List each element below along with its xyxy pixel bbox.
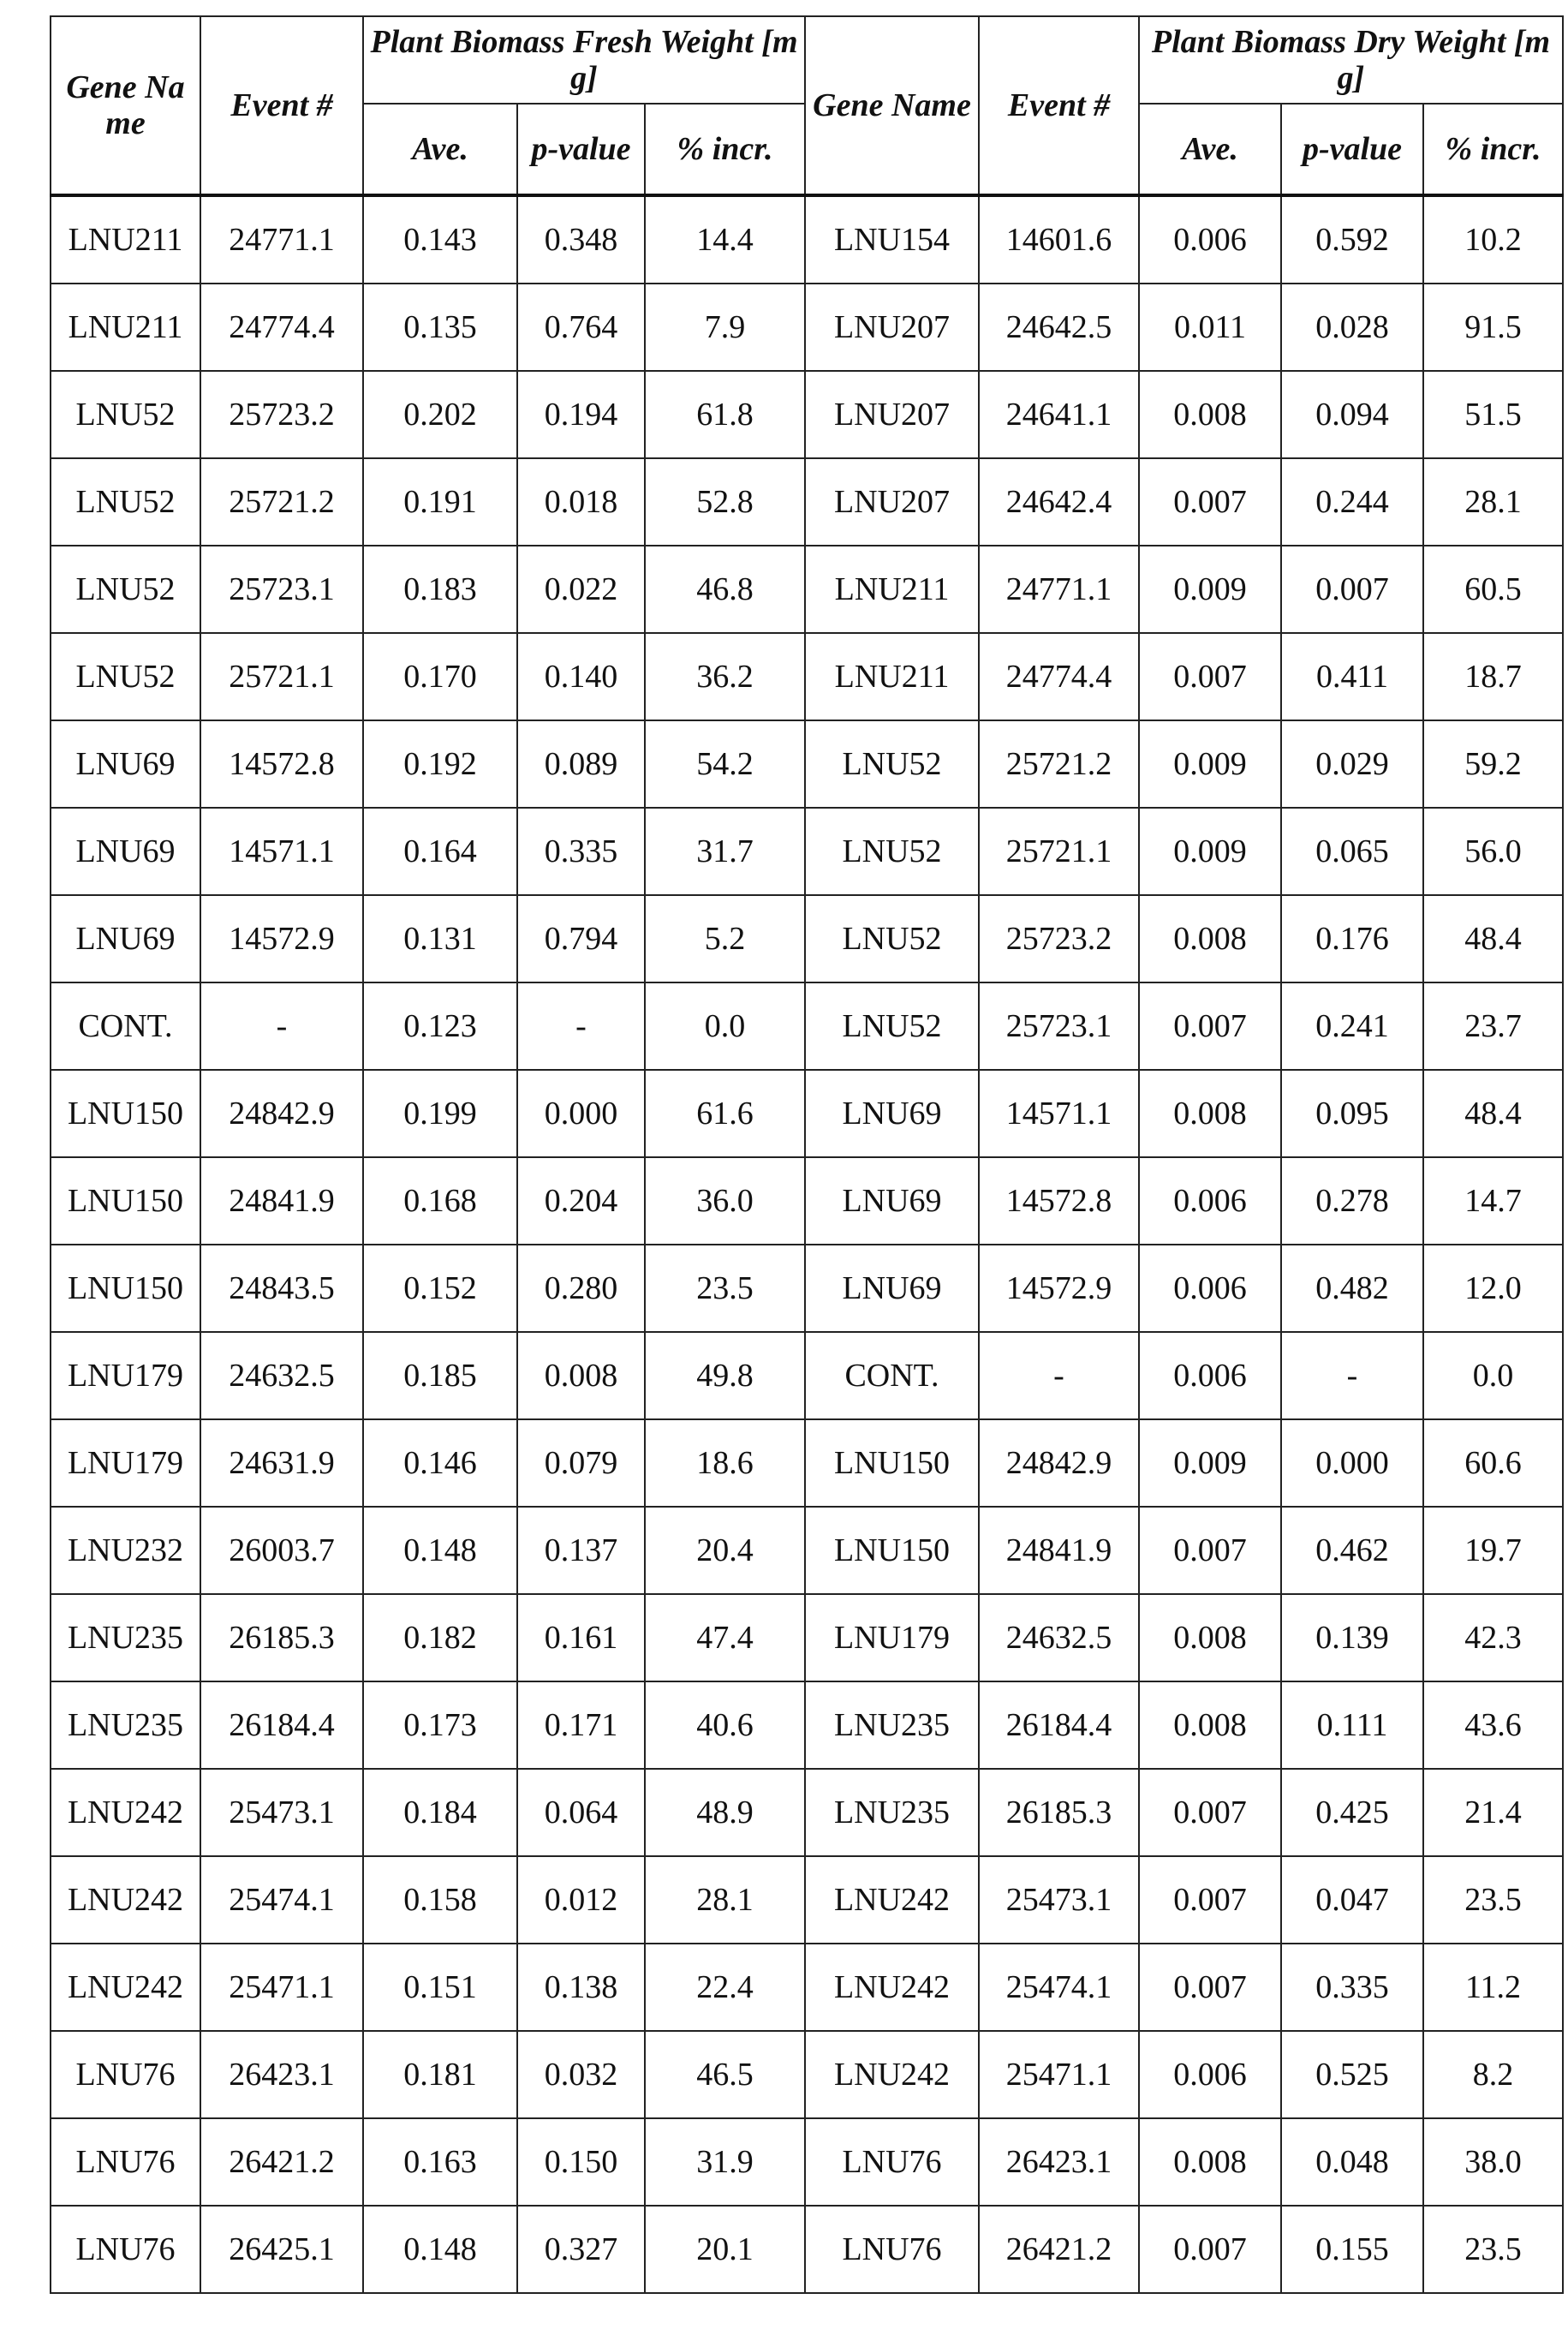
cell-dry-incr: 23.5 (1423, 1856, 1563, 1944)
cell-fresh-incr: 23.5 (645, 1245, 805, 1332)
cell-dry-p-value: 0.244 (1281, 458, 1423, 546)
cell-dry-ave: 0.007 (1139, 2206, 1281, 2293)
cell-dry-incr: 43.6 (1423, 1681, 1563, 1769)
table-row (51, 720, 1563, 808)
cell-event: 26185.3 (200, 1594, 363, 1681)
cell-dry-incr: 14.7 (1423, 1157, 1563, 1245)
cell-gene-name: LNU150 (51, 1245, 200, 1332)
table-row (51, 458, 1563, 546)
cell-gene-name: LNU242 (51, 1769, 200, 1856)
cell-dry-ave: 0.008 (1139, 371, 1281, 458)
cell-fresh-incr: 31.7 (645, 808, 805, 895)
cell-fresh-ave: 0.168 (363, 1157, 517, 1245)
cell-event-2: 14571.1 (979, 1070, 1139, 1157)
cell-gene-name: LNU235 (51, 1681, 200, 1769)
cell-gene-name-2: LNU52 (805, 895, 979, 982)
cell-fresh-incr: 5.2 (645, 895, 805, 982)
cell-dry-ave: 0.006 (1139, 1157, 1281, 1245)
cell-fresh-p-value: 0.335 (517, 808, 645, 895)
cell-fresh-ave: 0.151 (363, 1944, 517, 2031)
cell-event-2: 25721.2 (979, 720, 1139, 808)
cell-fresh-ave: 0.192 (363, 720, 517, 808)
cell-dry-p-value: 0.176 (1281, 895, 1423, 982)
cell-gene-name-2: LNU52 (805, 808, 979, 895)
cell-dry-incr: 8.2 (1423, 2031, 1563, 2118)
table-row (51, 1245, 1563, 1332)
cell-dry-ave: 0.007 (1139, 458, 1281, 546)
cell-event: 26423.1 (200, 2031, 363, 2118)
cell-event-2: 24642.4 (979, 458, 1139, 546)
cell-event-2: 24771.1 (979, 546, 1139, 633)
cell-dry-p-value: 0.029 (1281, 720, 1423, 808)
header-dry-weight: Plant Biomass Dry Weight [mg] (1139, 16, 1563, 104)
cell-event: 26003.7 (200, 1507, 363, 1594)
cell-dry-ave: 0.008 (1139, 1594, 1281, 1681)
cell-fresh-incr: 47.4 (645, 1594, 805, 1681)
cell-dry-ave: 0.009 (1139, 720, 1281, 808)
cell-gene-name: LNU52 (51, 458, 200, 546)
cell-fresh-ave: 0.143 (363, 195, 517, 284)
cell-gene-name: LNU69 (51, 720, 200, 808)
cell-dry-p-value: 0.007 (1281, 546, 1423, 633)
header-fresh-weight: Plant Biomass Fresh Weight [mg] (363, 16, 805, 104)
cell-dry-ave: 0.007 (1139, 982, 1281, 1070)
cell-event-2: 25723.1 (979, 982, 1139, 1070)
cell-event-2: 25723.2 (979, 895, 1139, 982)
cell-fresh-p-value: 0.764 (517, 284, 645, 371)
cell-fresh-p-value: 0.280 (517, 1245, 645, 1332)
cell-dry-ave: 0.006 (1139, 1245, 1281, 1332)
table-row (51, 371, 1563, 458)
cell-dry-p-value: 0.278 (1281, 1157, 1423, 1245)
table-row (51, 2206, 1563, 2293)
cell-event-2: 26423.1 (979, 2118, 1139, 2206)
cell-event: 14571.1 (200, 808, 363, 895)
table-row (51, 1419, 1563, 1507)
cell-event: 26425.1 (200, 2206, 363, 2293)
cell-event-2: 26184.4 (979, 1681, 1139, 1769)
cell-dry-incr: 10.2 (1423, 195, 1563, 284)
cell-event: 25723.2 (200, 371, 363, 458)
cell-fresh-incr: 48.9 (645, 1769, 805, 1856)
cell-gene-name-2: LNU235 (805, 1769, 979, 1856)
header-ave: Ave. (363, 104, 517, 195)
cell-dry-ave: 0.007 (1139, 1856, 1281, 1944)
cell-gene-name-2: LNU52 (805, 982, 979, 1070)
cell-gene-name-2: LNU242 (805, 2031, 979, 2118)
cell-event: 14572.8 (200, 720, 363, 808)
cell-dry-ave: 0.008 (1139, 895, 1281, 982)
table-row (51, 633, 1563, 720)
cell-dry-ave: 0.008 (1139, 2118, 1281, 2206)
cell-fresh-incr: 54.2 (645, 720, 805, 808)
cell-fresh-p-value: 0.204 (517, 1157, 645, 1245)
cell-event-2: 26421.2 (979, 2206, 1139, 2293)
cell-dry-incr: 56.0 (1423, 808, 1563, 895)
cell-event: 24843.5 (200, 1245, 363, 1332)
cell-dry-incr: 11.2 (1423, 1944, 1563, 2031)
cell-event-2: 14601.6 (979, 195, 1139, 284)
header-gene-name-2: Gene Name (805, 16, 979, 195)
cell-fresh-incr: 14.4 (645, 195, 805, 284)
cell-fresh-ave: 0.202 (363, 371, 517, 458)
cell-gene-name: LNU76 (51, 2031, 200, 2118)
cell-fresh-ave: 0.163 (363, 2118, 517, 2206)
cell-dry-incr: 91.5 (1423, 284, 1563, 371)
cell-fresh-p-value: - (517, 982, 645, 1070)
cell-fresh-incr: 0.0 (645, 982, 805, 1070)
cell-dry-p-value: 0.111 (1281, 1681, 1423, 1769)
cell-fresh-ave: 0.170 (363, 633, 517, 720)
cell-event: 25723.1 (200, 546, 363, 633)
cell-event-2: 24642.5 (979, 284, 1139, 371)
cell-dry-p-value: 0.482 (1281, 1245, 1423, 1332)
cell-gene-name: LNU211 (51, 284, 200, 371)
cell-event: 25474.1 (200, 1856, 363, 1944)
cell-dry-ave: 0.009 (1139, 1419, 1281, 1507)
cell-event: 25473.1 (200, 1769, 363, 1856)
cell-fresh-ave: 0.148 (363, 1507, 517, 1594)
cell-dry-ave: 0.007 (1139, 1507, 1281, 1594)
cell-event-2: 26185.3 (979, 1769, 1139, 1856)
cell-gene-name: LNU211 (51, 195, 200, 284)
cell-dry-ave: 0.006 (1139, 195, 1281, 284)
cell-event: 24842.9 (200, 1070, 363, 1157)
cell-gene-name-2: LNU207 (805, 458, 979, 546)
cell-fresh-ave: 0.173 (363, 1681, 517, 1769)
cell-event-2: 25471.1 (979, 2031, 1139, 2118)
cell-dry-p-value: 0.425 (1281, 1769, 1423, 1856)
cell-gene-name-2: LNU69 (805, 1245, 979, 1332)
cell-dry-incr: 38.0 (1423, 2118, 1563, 2206)
cell-fresh-p-value: 0.089 (517, 720, 645, 808)
cell-fresh-incr: 46.8 (645, 546, 805, 633)
cell-fresh-ave: 0.185 (363, 1332, 517, 1419)
cell-gene-name: LNU242 (51, 1944, 200, 2031)
cell-dry-incr: 23.5 (1423, 2206, 1563, 2293)
cell-fresh-p-value: 0.327 (517, 2206, 645, 2293)
cell-fresh-incr: 20.4 (645, 1507, 805, 1594)
cell-fresh-p-value: 0.161 (517, 1594, 645, 1681)
cell-event-2: 24632.5 (979, 1594, 1139, 1681)
cell-gene-name: LNU179 (51, 1419, 200, 1507)
cell-gene-name-2: CONT. (805, 1332, 979, 1419)
cell-fresh-p-value: 0.140 (517, 633, 645, 720)
cell-gene-name: LNU76 (51, 2206, 200, 2293)
cell-event-2: 14572.8 (979, 1157, 1139, 1245)
cell-event-2: - (979, 1332, 1139, 1419)
cell-dry-ave: 0.006 (1139, 1332, 1281, 1419)
cell-gene-name-2: LNU242 (805, 1856, 979, 1944)
cell-gene-name-2: LNU235 (805, 1681, 979, 1769)
cell-fresh-ave: 0.181 (363, 2031, 517, 2118)
cell-fresh-p-value: 0.079 (517, 1419, 645, 1507)
cell-dry-p-value: 0.028 (1281, 284, 1423, 371)
cell-dry-p-value: 0.047 (1281, 1856, 1423, 1944)
cell-dry-incr: 19.7 (1423, 1507, 1563, 1594)
table-row (51, 1157, 1563, 1245)
cell-gene-name-2: LNU69 (805, 1157, 979, 1245)
cell-gene-name-2: LNU179 (805, 1594, 979, 1681)
cell-gene-name: LNU69 (51, 808, 200, 895)
cell-fresh-p-value: 0.008 (517, 1332, 645, 1419)
cell-fresh-ave: 0.148 (363, 2206, 517, 2293)
cell-fresh-incr: 18.6 (645, 1419, 805, 1507)
cell-fresh-ave: 0.182 (363, 1594, 517, 1681)
cell-dry-ave: 0.011 (1139, 284, 1281, 371)
cell-gene-name: LNU76 (51, 2118, 200, 2206)
cell-fresh-p-value: 0.018 (517, 458, 645, 546)
cell-event: 25721.1 (200, 633, 363, 720)
cell-event: 26184.4 (200, 1681, 363, 1769)
biomass-table (50, 15, 1564, 2294)
cell-gene-name-2: LNU154 (805, 195, 979, 284)
cell-event-2: 14572.9 (979, 1245, 1139, 1332)
cell-fresh-incr: 61.8 (645, 371, 805, 458)
cell-gene-name-2: LNU211 (805, 633, 979, 720)
cell-gene-name: LNU150 (51, 1070, 200, 1157)
cell-gene-name-2: LNU211 (805, 546, 979, 633)
cell-gene-name-2: LNU150 (805, 1507, 979, 1594)
cell-fresh-ave: 0.152 (363, 1245, 517, 1332)
cell-dry-ave: 0.007 (1139, 1944, 1281, 2031)
cell-event: 26421.2 (200, 2118, 363, 2206)
cell-gene-name: LNU150 (51, 1157, 200, 1245)
cell-dry-incr: 60.5 (1423, 546, 1563, 633)
cell-fresh-ave: 0.183 (363, 546, 517, 633)
cell-fresh-incr: 46.5 (645, 2031, 805, 2118)
cell-fresh-incr: 36.2 (645, 633, 805, 720)
cell-fresh-p-value: 0.348 (517, 195, 645, 284)
cell-fresh-p-value: 0.794 (517, 895, 645, 982)
table-row (51, 546, 1563, 633)
table-row (51, 1070, 1563, 1157)
header-gene-name: Gene Name (51, 16, 200, 195)
cell-dry-incr: 21.4 (1423, 1769, 1563, 1856)
header-p-value: p-value (517, 104, 645, 195)
cell-gene-name: LNU69 (51, 895, 200, 982)
cell-dry-incr: 28.1 (1423, 458, 1563, 546)
cell-dry-p-value: 0.094 (1281, 371, 1423, 458)
cell-fresh-ave: 0.158 (363, 1856, 517, 1944)
header-ave-2: Ave. (1139, 104, 1281, 195)
cell-fresh-p-value: 0.137 (517, 1507, 645, 1594)
cell-gene-name-2: LNU207 (805, 371, 979, 458)
header-incr-2: % incr. (1423, 104, 1563, 195)
cell-dry-ave: 0.009 (1139, 808, 1281, 895)
cell-dry-incr: 18.7 (1423, 633, 1563, 720)
cell-fresh-incr: 22.4 (645, 1944, 805, 2031)
cell-dry-incr: 48.4 (1423, 1070, 1563, 1157)
cell-dry-ave: 0.009 (1139, 546, 1281, 633)
cell-gene-name: LNU52 (51, 633, 200, 720)
table-row (51, 1856, 1563, 1944)
table-row (51, 1332, 1563, 1419)
cell-dry-incr: 51.5 (1423, 371, 1563, 458)
cell-event: 25471.1 (200, 1944, 363, 2031)
cell-fresh-incr: 49.8 (645, 1332, 805, 1419)
cell-dry-incr: 60.6 (1423, 1419, 1563, 1507)
cell-dry-incr: 23.7 (1423, 982, 1563, 1070)
table-row (51, 1594, 1563, 1681)
cell-event-2: 24841.9 (979, 1507, 1139, 1594)
cell-gene-name: LNU52 (51, 546, 200, 633)
cell-fresh-incr: 7.9 (645, 284, 805, 371)
cell-gene-name-2: LNU69 (805, 1070, 979, 1157)
header-event: Event # (200, 16, 363, 195)
cell-fresh-p-value: 0.032 (517, 2031, 645, 2118)
cell-gene-name: CONT. (51, 982, 200, 1070)
cell-fresh-incr: 20.1 (645, 2206, 805, 2293)
cell-fresh-p-value: 0.064 (517, 1769, 645, 1856)
header-incr: % incr. (645, 104, 805, 195)
cell-dry-p-value: 0.462 (1281, 1507, 1423, 1594)
cell-dry-p-value: 0.241 (1281, 982, 1423, 1070)
cell-fresh-p-value: 0.022 (517, 546, 645, 633)
cell-event: 24632.5 (200, 1332, 363, 1419)
cell-gene-name: LNU235 (51, 1594, 200, 1681)
cell-fresh-incr: 36.0 (645, 1157, 805, 1245)
cell-fresh-incr: 52.8 (645, 458, 805, 546)
cell-dry-p-value: 0.000 (1281, 1419, 1423, 1507)
cell-fresh-incr: 28.1 (645, 1856, 805, 1944)
cell-fresh-incr: 40.6 (645, 1681, 805, 1769)
cell-gene-name-2: LNU76 (805, 2206, 979, 2293)
cell-dry-p-value: 0.065 (1281, 808, 1423, 895)
cell-event: 25721.2 (200, 458, 363, 546)
cell-event: 24631.9 (200, 1419, 363, 1507)
cell-dry-p-value: 0.095 (1281, 1070, 1423, 1157)
table-row (51, 2031, 1563, 2118)
cell-fresh-p-value: 0.150 (517, 2118, 645, 2206)
cell-dry-incr: 59.2 (1423, 720, 1563, 808)
cell-dry-ave: 0.008 (1139, 1070, 1281, 1157)
cell-fresh-ave: 0.199 (363, 1070, 517, 1157)
table-row (51, 1944, 1563, 2031)
cell-fresh-ave: 0.184 (363, 1769, 517, 1856)
cell-gene-name-2: LNU207 (805, 284, 979, 371)
cell-gene-name-2: LNU52 (805, 720, 979, 808)
cell-gene-name-2: LNU76 (805, 2118, 979, 2206)
cell-event-2: 24641.1 (979, 371, 1139, 458)
cell-fresh-p-value: 0.138 (517, 1944, 645, 2031)
cell-dry-p-value: 0.155 (1281, 2206, 1423, 2293)
cell-dry-ave: 0.007 (1139, 1769, 1281, 1856)
table-row (51, 808, 1563, 895)
cell-fresh-p-value: 0.012 (517, 1856, 645, 1944)
cell-event: 24771.1 (200, 195, 363, 284)
cell-fresh-incr: 61.6 (645, 1070, 805, 1157)
table-row (51, 895, 1563, 982)
table-row (51, 284, 1563, 371)
cell-fresh-ave: 0.131 (363, 895, 517, 982)
cell-dry-incr: 48.4 (1423, 895, 1563, 982)
cell-gene-name: LNU52 (51, 371, 200, 458)
cell-fresh-ave: 0.164 (363, 808, 517, 895)
cell-fresh-ave: 0.123 (363, 982, 517, 1070)
cell-event: - (200, 982, 363, 1070)
cell-dry-ave: 0.008 (1139, 1681, 1281, 1769)
cell-dry-ave: 0.006 (1139, 2031, 1281, 2118)
cell-dry-p-value: 0.139 (1281, 1594, 1423, 1681)
cell-event-2: 24842.9 (979, 1419, 1139, 1507)
cell-event: 24774.4 (200, 284, 363, 371)
cell-dry-p-value: 0.592 (1281, 195, 1423, 284)
cell-fresh-incr: 31.9 (645, 2118, 805, 2206)
cell-event: 14572.9 (200, 895, 363, 982)
cell-gene-name-2: LNU150 (805, 1419, 979, 1507)
table-row (51, 1769, 1563, 1856)
table-row (51, 2118, 1563, 2206)
cell-dry-p-value: 0.335 (1281, 1944, 1423, 2031)
cell-dry-p-value: 0.411 (1281, 633, 1423, 720)
cell-event-2: 25721.1 (979, 808, 1139, 895)
cell-fresh-ave: 0.191 (363, 458, 517, 546)
cell-fresh-p-value: 0.171 (517, 1681, 645, 1769)
cell-fresh-p-value: 0.194 (517, 371, 645, 458)
table-row (51, 1507, 1563, 1594)
cell-event-2: 24774.4 (979, 633, 1139, 720)
cell-dry-p-value: 0.048 (1281, 2118, 1423, 2206)
cell-dry-p-value: 0.525 (1281, 2031, 1423, 2118)
cell-dry-incr: 42.3 (1423, 1594, 1563, 1681)
table-row (51, 1681, 1563, 1769)
header-p-value-2: p-value (1281, 104, 1423, 195)
cell-gene-name: LNU232 (51, 1507, 200, 1594)
cell-gene-name: LNU242 (51, 1856, 200, 1944)
cell-gene-name-2: LNU242 (805, 1944, 979, 2031)
cell-gene-name: LNU179 (51, 1332, 200, 1419)
cell-event-2: 25474.1 (979, 1944, 1139, 2031)
cell-event-2: 25473.1 (979, 1856, 1139, 1944)
table-body (51, 195, 1563, 2293)
cell-dry-ave: 0.007 (1139, 633, 1281, 720)
cell-fresh-ave: 0.146 (363, 1419, 517, 1507)
cell-event: 24841.9 (200, 1157, 363, 1245)
cell-fresh-p-value: 0.000 (517, 1070, 645, 1157)
cell-dry-incr: 0.0 (1423, 1332, 1563, 1419)
table-row (51, 195, 1563, 284)
cell-dry-incr: 12.0 (1423, 1245, 1563, 1332)
table-row (51, 982, 1563, 1070)
header-event-2: Event # (979, 16, 1139, 195)
cell-dry-p-value: - (1281, 1332, 1423, 1419)
cell-fresh-ave: 0.135 (363, 284, 517, 371)
